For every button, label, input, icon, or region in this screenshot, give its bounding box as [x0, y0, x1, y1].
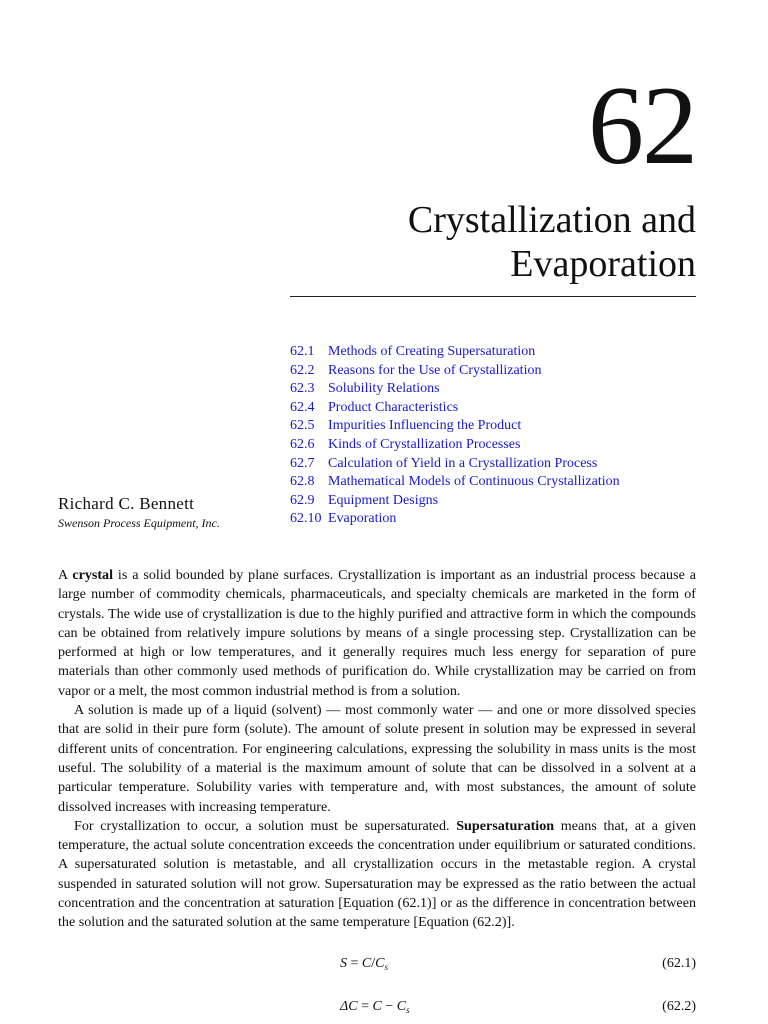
toc-item-label: Solubility Relations	[328, 381, 440, 397]
paragraph-text: means that, at a given temperature, the actual solute concentration exceeds the concentration under equilibrium or saturated conditions. A supersaturated solution is metastable, and all crystallization occurs in the metastable region. A crystal suspended in saturated solution will not grow. Supersaturation may be expressed as the ratio between the actual concentration and the concentration at saturation [Equation (62.1)] or as the difference in concentration between the solution and the saturated solution at the same temperature [Equation (62.2)].	[58, 817, 696, 931]
paragraph-2: A solution is made up of a liquid (solvent) — most commonly water — and one or more dissolved species that are solid in their pure form (solute). The amount of solute present in solution may be expressed in several different units of concentration. For engineering calculations, expressing the solubility in mass units is the most useful. The solubility of a material is the maximum amount of solute that can be dissolved in a solvent at a particular temperature. Solubility varies with temperature and, with most substances, the amount of solute dissolved increases with increasing temperature.	[58, 702, 696, 815]
toc-item-number: 62.6	[290, 436, 315, 452]
toc-item[interactable]	[290, 380, 620, 399]
toc-item-number: 62.10	[290, 511, 322, 527]
toc-item[interactable]	[290, 473, 620, 492]
term-supersaturation: Supersaturation	[456, 817, 555, 834]
paragraph-1	[58, 566, 696, 701]
body-text	[58, 566, 696, 933]
equation-expression	[340, 999, 410, 1015]
eq-lhs: S	[340, 956, 347, 971]
eq-separator: −	[381, 999, 397, 1014]
toc-item-label: Calculation of Yield in a Crystallization Process	[328, 455, 598, 471]
toc-item-number: 62.4	[290, 399, 315, 415]
toc-item-label: Impurities Influencing the Product	[328, 418, 522, 434]
toc-item[interactable]	[290, 417, 620, 436]
eq-term: C	[372, 999, 382, 1014]
paragraph-3	[58, 817, 696, 933]
eq-separator: /	[371, 956, 376, 971]
equation-label: (62.2)	[662, 999, 696, 1014]
equation-expression	[340, 956, 388, 972]
chapter-title-line-1: Crystallization and	[407, 199, 696, 241]
chapter-number: 62	[588, 64, 696, 188]
toc-item-label: Mathematical Models of Continuous Crystallization	[328, 474, 620, 490]
equation-label: (62.1)	[662, 956, 696, 971]
toc-item-label: Reasons for the Use of Crystallization	[328, 362, 542, 378]
toc-item[interactable]	[290, 399, 620, 418]
toc-item-number: 62.9	[290, 492, 315, 508]
toc-item-number: 62.2	[290, 362, 315, 378]
table-of-contents	[290, 343, 620, 529]
toc-item[interactable]	[290, 362, 620, 381]
chapter-title-line-2: Evaporation	[510, 243, 696, 285]
toc-item-number: 62.5	[290, 418, 315, 434]
eq-term: C	[396, 999, 407, 1014]
toc-item-label: Equipment Designs	[328, 492, 439, 508]
eq-operator: =	[347, 956, 362, 971]
eq-term: C	[361, 956, 372, 971]
eq-subscript: s	[384, 962, 388, 972]
paragraph-text: A	[58, 567, 73, 583]
author-block	[58, 494, 220, 532]
toc-item[interactable]	[290, 510, 620, 529]
paragraph-text: For crystallization to occur, a solution must be supersaturated.	[74, 817, 457, 834]
eq-lhs: ΔC	[340, 999, 358, 1014]
eq-subscript: s	[406, 1005, 410, 1015]
toc-item[interactable]	[290, 343, 620, 362]
toc-item-label: Methods of Creating Supersaturation	[328, 344, 536, 359]
equation-62-1	[58, 956, 696, 976]
eq-operator: =	[357, 999, 373, 1014]
toc-item-number: 62.3	[290, 381, 315, 397]
toc-item-label: Kinds of Crystallization Processes	[328, 436, 521, 452]
paragraph-text: is a solid bounded by plane surfaces. Crystallization is important as an industrial process because a large number of commodity chemicals, pharmaceuticals, and specialty chemicals are marketed in the form of crystals. The wide use of crystallization is due to the highly purified and attractive form in which the compounds can be obtained from relatively impure solutions by means of a single processing step. Crystallization can be performed at high or low temperatures, and it generally requires much less energy for separation of pure materials than other commonly used methods of purification do. While crystallization may be carried on from vapor or a melt, the most common industrial method is from a solution.	[58, 567, 696, 699]
toc-item[interactable]	[290, 436, 620, 455]
toc-item[interactable]	[290, 455, 620, 474]
title-rule	[290, 296, 696, 297]
eq-term: C	[375, 956, 385, 971]
toc-item-number: 62.7	[290, 455, 315, 471]
author-affiliation: Swenson Process Equipment, Inc.	[58, 516, 220, 530]
author-name: Richard C. Bennett	[58, 494, 195, 513]
toc-item-label: Evaporation	[328, 511, 397, 527]
equation-62-2	[58, 999, 696, 1019]
toc-item-number: 62.8	[290, 474, 315, 490]
term-crystal: crystal	[72, 567, 114, 583]
toc-item-label: Product Characteristics	[328, 399, 459, 415]
chapter-title	[408, 198, 696, 286]
toc-item-number: 62.1	[290, 344, 315, 359]
toc-item[interactable]	[290, 492, 620, 511]
